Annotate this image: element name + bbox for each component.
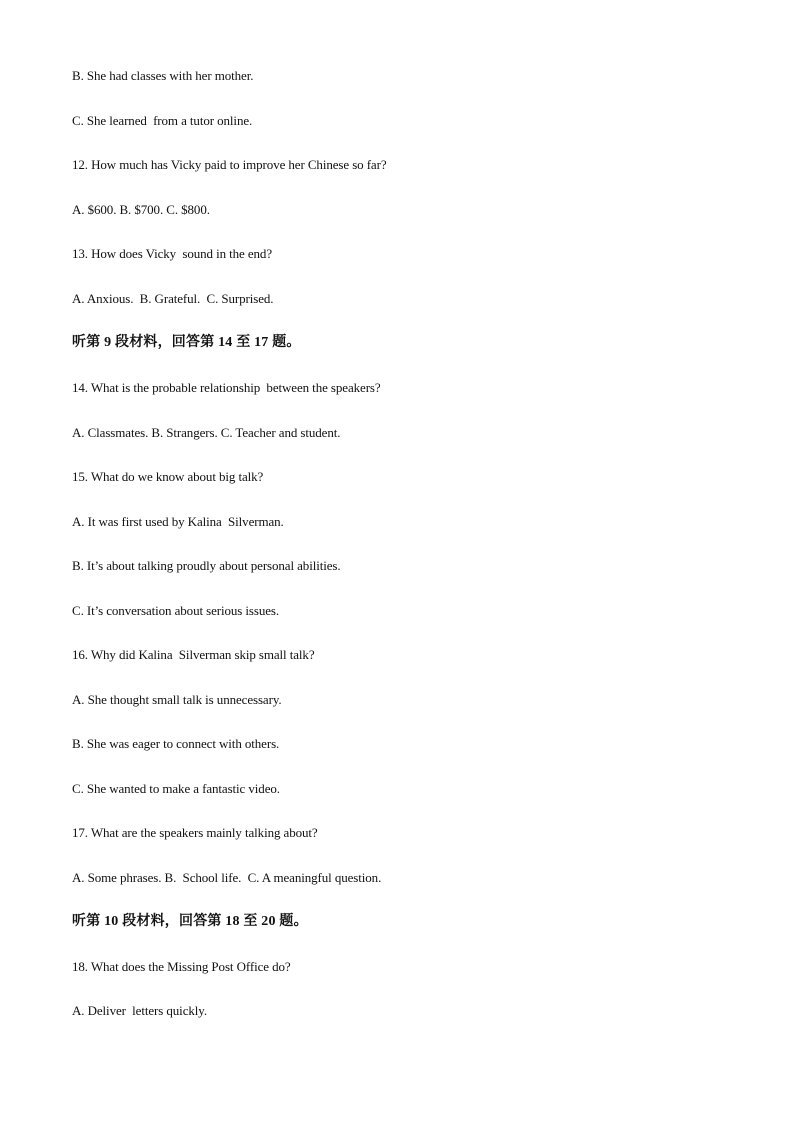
option-11-b: B. She had classes with her mother. (72, 68, 254, 83)
option-15-c: C. It’s conversation about serious issues. (72, 603, 280, 618)
option-15-a: A. It was first used by Kalina Silverman. (72, 514, 284, 529)
option-18-a: A. Deliver letters quickly. (72, 1003, 207, 1018)
option-16-b: B. She was eager to connect with others. (72, 736, 280, 751)
question-18: 18. What does the Missing Post Office do? (72, 959, 291, 974)
option-11-c: C. She learned from a tutor online. (72, 113, 253, 128)
question-12: 12. How much has Vicky paid to improve her Chinese so far? (72, 157, 387, 172)
option-15-b: B. It’s about talking proudly about personal abilities. (72, 558, 341, 573)
section-heading-passage-10: 听第 10 段材料，回答第 18 至 20 题。 (72, 914, 308, 929)
option-16-c: C. She wanted to make a fantastic video. (72, 781, 280, 796)
options-12: A. $600. B. $700. C. $800. (72, 202, 210, 217)
section-heading-passage-9: 听第 9 段材料，回答第 14 至 17 题。 (72, 335, 301, 350)
option-16-a: A. She thought small talk is unnecessary. (72, 692, 282, 707)
question-14: 14. What is the probable relationship between the speakers? (72, 380, 381, 395)
options-14: A. Classmates. B. Strangers. C. Teacher and student. (72, 425, 341, 440)
question-16: 16. Why did Kalina Silverman skip small talk? (72, 647, 315, 662)
question-13: 13. How does Vicky sound in the end? (72, 246, 273, 261)
question-15: 15. What do we know about big talk? (72, 469, 264, 484)
options-13: A. Anxious. B. Grateful. C. Surprised. (72, 291, 274, 306)
question-17: 17. What are the speakers mainly talking about? (72, 825, 318, 840)
options-17: A. Some phrases. B. School life. C. A meaningful question. (72, 870, 382, 885)
